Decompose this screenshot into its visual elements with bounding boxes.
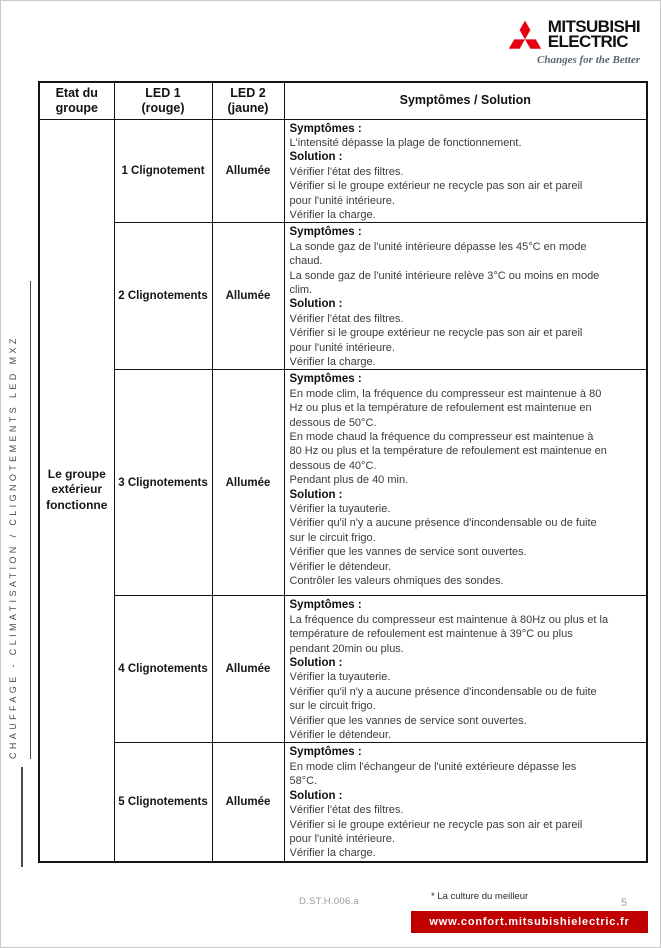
section-label: Symptômes : bbox=[289, 373, 362, 386]
text-line: pour l'unité intérieure. bbox=[289, 832, 395, 845]
section-label: Solution : bbox=[289, 488, 343, 501]
text-line: Pendant plus de 40 min. bbox=[289, 474, 409, 487]
led1-cell: 5 Clignotements bbox=[114, 743, 212, 862]
text-line: Vérifier la tuyauterie. bbox=[289, 503, 391, 516]
text-line: L'intensité dépasse la plage de fonctionnement. bbox=[289, 136, 522, 149]
text-line: La fréquence du compresseur est maintenue à 80Hz ou plus et la bbox=[289, 613, 609, 626]
text-line: sur le circuit frigo. bbox=[289, 700, 376, 713]
text-line: Vérifier si le groupe extérieur ne recycle pas son air et pareil bbox=[289, 180, 583, 193]
sidebar-vertical-label: CHAUFFAGE - CLIMATISATION / CLIGNOTEMENTS LED MXZ bbox=[8, 335, 18, 759]
brand-name-line2: ELECTRIC bbox=[547, 32, 628, 51]
text-line: chaud. bbox=[289, 255, 323, 268]
text-line: Vérifier le détendeur. bbox=[289, 729, 392, 742]
text-line: sur le circuit frigo. bbox=[289, 531, 376, 544]
text-line: Vérifier si le groupe extérieur ne recycle pas son air et pareil bbox=[289, 818, 583, 831]
text-line: Vérifier qu'il n'y a aucune présence d'incondensable ou de fuite bbox=[289, 685, 597, 698]
text-line: La sonde gaz de l'unité intérieure relève 3°C ou moins en mode bbox=[289, 269, 600, 282]
led2-cell: Allumée bbox=[212, 743, 284, 862]
led1-cell: 1 Clignotement bbox=[114, 119, 212, 223]
text-line: Vérifier qu'il n'y a aucune présence d'incondensable ou de fuite bbox=[289, 517, 597, 530]
symptoms-solution-cell bbox=[284, 223, 647, 370]
symptoms-solution-cell bbox=[284, 370, 647, 596]
footer-note: * La culture du meilleur bbox=[431, 891, 529, 902]
header-etat-du-groupe: Etat du groupe bbox=[39, 82, 114, 119]
led1-cell: 4 Clignotements bbox=[114, 596, 212, 743]
symptoms-solution-cell bbox=[284, 596, 647, 743]
led2-cell: Allumée bbox=[212, 596, 284, 743]
text-line: Vérifier si le groupe extérieur ne recycle pas son air et pareil bbox=[289, 327, 583, 340]
led1-cell: 2 Clignotements bbox=[114, 223, 212, 370]
text-line: Vérifier la charge. bbox=[289, 847, 376, 860]
text-line: Contrôler les valeurs ohmiques des sondes. bbox=[289, 575, 504, 588]
three-diamonds-icon bbox=[507, 17, 543, 51]
text-line: pour l'unité intérieure. bbox=[289, 194, 395, 207]
text-line: Vérifier la charge. bbox=[289, 356, 376, 368]
page-number: 5 bbox=[621, 897, 628, 909]
document-reference: D.ST.H.006.a bbox=[299, 896, 360, 907]
section-label: Solution : bbox=[289, 151, 343, 164]
symptoms-solution-cell bbox=[284, 119, 647, 223]
table-header-row bbox=[39, 82, 647, 119]
mitsubishi-logo bbox=[490, 17, 640, 66]
section-label: Solution : bbox=[289, 789, 343, 802]
text-line: Vérifier le détendeur. bbox=[289, 560, 392, 573]
text-line: Hz ou plus et la température de refoulement est maintenue en bbox=[289, 402, 592, 415]
led1-cell: 3 Clignotements bbox=[114, 370, 212, 596]
website-banner-link[interactable]: www.confort.mitsubishielectric.fr bbox=[411, 911, 648, 933]
sidebar-rule-bottom bbox=[21, 767, 23, 867]
table-row bbox=[39, 743, 647, 862]
text-line: Vérifier que les vannes de service sont ouvertes. bbox=[289, 546, 527, 559]
text-line: dessous de 50°C. bbox=[289, 416, 377, 429]
led-diagnostic-table bbox=[38, 81, 648, 863]
symptoms-solution-cell bbox=[284, 743, 647, 862]
text-line: clim. bbox=[289, 283, 313, 296]
table-row bbox=[39, 370, 647, 596]
text-line: Vérifier l'état des filtres. bbox=[289, 165, 404, 178]
led2-cell: Allumée bbox=[212, 119, 284, 223]
section-label: Symptômes : bbox=[289, 122, 362, 135]
table-row bbox=[39, 223, 647, 370]
section-label: Symptômes : bbox=[289, 746, 362, 759]
text-line: Vérifier l'état des filtres. bbox=[289, 804, 404, 817]
brand-tagline: Changes for the Better bbox=[537, 54, 640, 66]
text-line: 80 Hz ou plus et la température de refoulement est maintenue en bbox=[289, 445, 607, 458]
text-line: Vérifier l'état des filtres. bbox=[289, 312, 404, 325]
text-line: Vérifier la tuyauterie. bbox=[289, 671, 391, 684]
header-symptomes-solution: Symptômes / Solution bbox=[284, 82, 647, 119]
section-label: Symptômes : bbox=[289, 599, 362, 612]
text-line: En mode clim, la fréquence du compresseur est maintenue à 80 bbox=[289, 387, 602, 400]
sidebar-rule bbox=[30, 281, 31, 759]
text-line: En mode chaud la fréquence du compresseur est maintenue à bbox=[289, 431, 594, 444]
section-label: Solution : bbox=[289, 657, 343, 670]
led2-cell: Allumée bbox=[212, 223, 284, 370]
brand-name-line1: MITSUBISHI bbox=[547, 16, 640, 36]
text-line: Vérifier que les vannes de service sont ouvertes. bbox=[289, 714, 527, 727]
text-line: dessous de 40°C. bbox=[289, 459, 377, 472]
text-line: La sonde gaz de l'unité intérieure dépasse les 45°C en mode bbox=[289, 240, 587, 253]
header-led2: LED 2 (jaune) bbox=[212, 82, 284, 119]
section-label: Solution : bbox=[289, 298, 343, 311]
group-state-cell: Le groupe extérieur fonctionne bbox=[39, 119, 114, 862]
text-line: En mode clim l'échangeur de l'unité extérieure dépasse les bbox=[289, 760, 577, 773]
table-row bbox=[39, 119, 647, 223]
text-line: Vérifier la charge. bbox=[289, 208, 376, 221]
text-line: température de refoulement est maintenue à 39°C ou plus bbox=[289, 628, 573, 641]
text-line: pour l'unité intérieure. bbox=[289, 341, 395, 354]
led-table-body bbox=[39, 119, 647, 862]
text-line: 58°C. bbox=[289, 775, 318, 788]
led2-cell: Allumée bbox=[212, 370, 284, 596]
table-row bbox=[39, 596, 647, 743]
section-label: Symptômes : bbox=[289, 226, 362, 239]
header-led1: LED 1 (rouge) bbox=[114, 82, 212, 119]
text-line: pendant 20min ou plus. bbox=[289, 642, 404, 655]
